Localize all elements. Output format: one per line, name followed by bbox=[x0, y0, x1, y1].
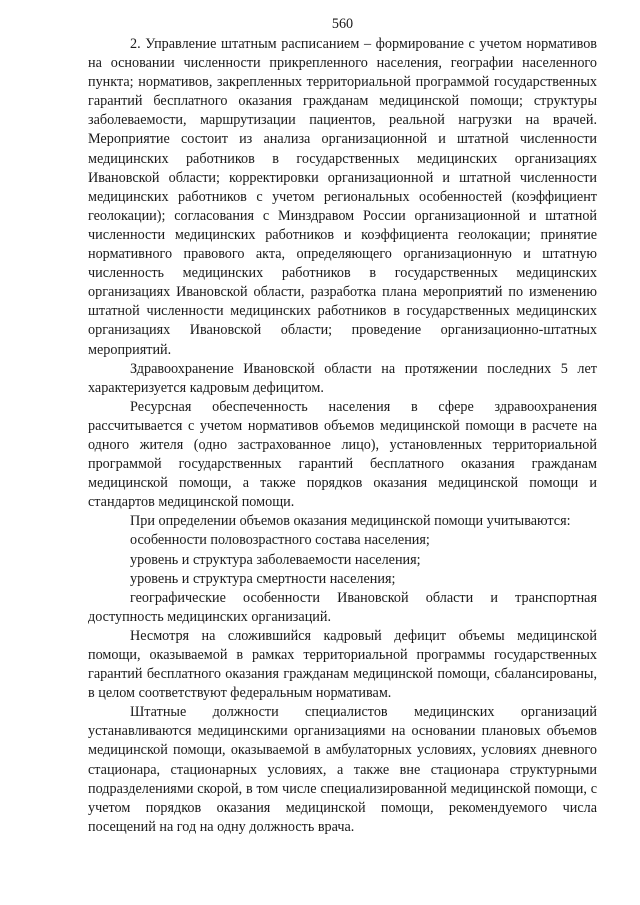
list-item: уровень и структура заболеваемости населения; bbox=[130, 551, 421, 568]
paragraph-resource-provision: Ресурсная обеспеченность населения в сфере здравоохранения рассчитывается с учетом нормативов объемов медицинской помощи в расчете на одного жителя (одно застрахованное лицо), установленных территориальной программой государственных гарантий бесплатного оказания гражданам медицинской помощи, а также порядков оказания медицинской помощи и стандартов медицинской помощи. bbox=[88, 398, 597, 511]
list-item: особенности половозрастного состава населения; bbox=[130, 532, 430, 549]
paragraph-volume-determination: При определении объемов оказания медицинской помощи учитываются: bbox=[130, 513, 571, 530]
document-page bbox=[88, 14, 597, 837]
paragraph-balanced-volumes: Несмотря на сложившийся кадровый дефицит объемы медицинской помощи, оказываемой в рамках территориальной программы государственных гарантий бесплатного оказания гражданам медицинской помощи, сбалансированы, в целом соответствуют федеральным нормативам. bbox=[88, 627, 597, 702]
paragraph-geographic-features: географические особенности Ивановской области и транспортная доступность медицинских организаций. bbox=[88, 589, 597, 625]
paragraph-staff-positions: Штатные должности специалистов медицинских организаций устанавливаются медицинскими организациями на основании плановых объемов медицинской помощи, оказываемой в амбулаторных условиях, условиях дневного стационара, стационарных условиях, а также вне стационара структурными подразделениями скорой, в том числе специализированной медицинской помощи, с учетом порядков оказания медицинской помощи, рекомендуемого числа посещений на год на одну должность врача. bbox=[88, 704, 597, 835]
page-number: 560 bbox=[331, 16, 354, 32]
paragraph-staff-deficit: Здравоохранение Ивановской области на протяжении последних 5 лет характеризуется кадровым дефицитом. bbox=[88, 360, 597, 396]
paragraph-staffing-management: 2. Управление штатным расписанием – формирование с учетом нормативов на основании численности прикрепленного населения, географии населенного пункта; нормативов, закрепленных территориальной программой государственных гарантий бесплатного оказания гражданам медицинской помощи; структуры заболеваемости, маршрутизации пациентов, реальной нагрузки на врачей. Мероприятие состоит из анализа организационной и штатной численности медицинских работников в государственных медицинских организациях Ивановской области; корректировки организационной и штатной численности медицинских работников с учетом региональных особенностей (коэффициент геолокации); согласования с Минздравом России организационной и штатной численности медицинских работников и коэффициента геолокации; принятие нормативного правового акта, определяющего организационную и штатную численность медицинских работников в государственных медицинских организациях Ивановской области, разработка плана мероприятий по изменению штатной численности медицинских работников в государственных медицинских организациях Ивановской области; проведение организационно-штатных мероприятий. bbox=[88, 36, 597, 358]
list-item: уровень и структура смертности населения; bbox=[130, 570, 396, 587]
